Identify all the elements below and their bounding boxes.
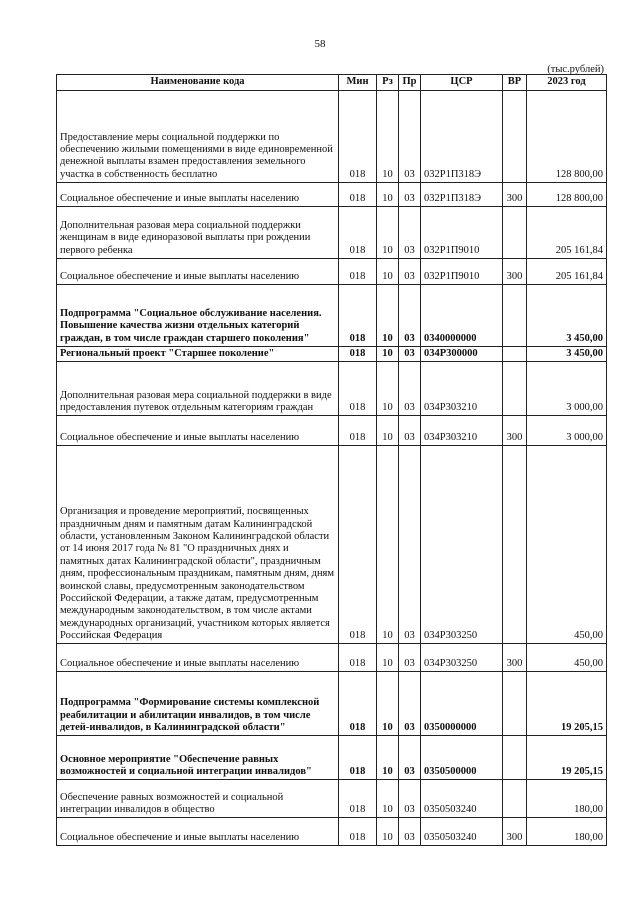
row-amount: 19 205,15 bbox=[527, 672, 607, 736]
row-name: Дополнительная разовая мера социальной поддержки женщинам в виде единоразовой выплаты при рождении первого ребенка bbox=[57, 207, 339, 259]
header-year: 2023 год bbox=[527, 75, 607, 91]
row-min: 018 bbox=[339, 285, 377, 347]
row-pr: 03 bbox=[399, 644, 421, 672]
table-row bbox=[57, 183, 607, 207]
row-rz: 10 bbox=[377, 736, 399, 780]
row-vr: 300 bbox=[503, 259, 527, 285]
row-name: Социальное обеспечение и иные выплаты населению bbox=[57, 416, 339, 446]
row-vr: 300 bbox=[503, 818, 527, 846]
table-row bbox=[57, 818, 607, 846]
table-row bbox=[57, 362, 607, 416]
row-name: Предоставление меры социальной поддержки по обеспечению жилыми помещениями в виде единовременной денежной выплаты взамен предоставления земельного участка в собственность бесплатно bbox=[57, 91, 339, 183]
row-rz: 10 bbox=[377, 347, 399, 362]
row-name: Дополнительная разовая мера социальной поддержки в виде предоставления путевок отдельным категориям граждан bbox=[57, 362, 339, 416]
row-rz: 10 bbox=[377, 416, 399, 446]
table-row bbox=[57, 416, 607, 446]
row-pr: 03 bbox=[399, 446, 421, 644]
row-csr: 0340000000 bbox=[421, 285, 503, 347]
row-min: 018 bbox=[339, 183, 377, 207]
row-csr: 034Р300000 bbox=[421, 347, 503, 362]
header-vr: ВР bbox=[503, 75, 527, 91]
header-pr: Пр bbox=[399, 75, 421, 91]
row-csr: 034Р303250 bbox=[421, 446, 503, 644]
row-pr: 03 bbox=[399, 347, 421, 362]
header-name: Наименование кода bbox=[57, 75, 339, 91]
row-vr bbox=[503, 446, 527, 644]
row-vr bbox=[503, 780, 527, 818]
row-min: 018 bbox=[339, 259, 377, 285]
row-amount: 128 800,00 bbox=[527, 183, 607, 207]
table-row bbox=[57, 644, 607, 672]
row-pr: 03 bbox=[399, 91, 421, 183]
table-row bbox=[57, 780, 607, 818]
table-row bbox=[57, 446, 607, 644]
row-csr: 034Р303210 bbox=[421, 416, 503, 446]
row-rz: 10 bbox=[377, 259, 399, 285]
row-csr: 032Р1П9010 bbox=[421, 259, 503, 285]
header-rz: Рз bbox=[377, 75, 399, 91]
row-rz: 10 bbox=[377, 672, 399, 736]
row-csr: 0350500000 bbox=[421, 736, 503, 780]
row-min: 018 bbox=[339, 736, 377, 780]
row-rz: 10 bbox=[377, 446, 399, 644]
row-vr bbox=[503, 285, 527, 347]
row-amount: 205 161,84 bbox=[527, 207, 607, 259]
row-vr: 300 bbox=[503, 183, 527, 207]
budget-table bbox=[56, 74, 607, 846]
row-pr: 03 bbox=[399, 285, 421, 347]
row-min: 018 bbox=[339, 347, 377, 362]
row-rz: 10 bbox=[377, 780, 399, 818]
row-rz: 10 bbox=[377, 183, 399, 207]
row-name: Социальное обеспечение и иные выплаты населению bbox=[57, 644, 339, 672]
row-csr: 0350503240 bbox=[421, 780, 503, 818]
row-name: Подпрограмма "Социальное обслуживание населения. Повышение качества жизни отдельных категорий граждан, в том числе граждан старшего поколения" bbox=[57, 285, 339, 347]
row-csr: 034Р303250 bbox=[421, 644, 503, 672]
row-pr: 03 bbox=[399, 362, 421, 416]
row-csr: 0350503240 bbox=[421, 818, 503, 846]
row-min: 018 bbox=[339, 446, 377, 644]
row-name: Обеспечение равных возможностей и социальной интеграции инвалидов в общество bbox=[57, 780, 339, 818]
table-header-row bbox=[57, 75, 607, 91]
row-csr: 034Р303210 bbox=[421, 362, 503, 416]
table-row bbox=[57, 259, 607, 285]
row-min: 018 bbox=[339, 207, 377, 259]
row-amount: 3 000,00 bbox=[527, 416, 607, 446]
row-pr: 03 bbox=[399, 183, 421, 207]
row-amount: 450,00 bbox=[527, 446, 607, 644]
row-pr: 03 bbox=[399, 416, 421, 446]
row-min: 018 bbox=[339, 818, 377, 846]
table-row-regional-project bbox=[57, 347, 607, 362]
row-name: Организация и проведение мероприятий, посвященных праздничным дням и памятным датам Калининградской области, установленным Законом Калининградской области от 14 июня 2017 года № 81 "О праздничных днях и памятных датах Калининградской области", праздничным дням, профессиональным праздникам, памятным дням, дням воинской славы, предусмотренным законодательством Российской Федерации, а также датам, предусмотренным международным законодательством, в том числе актами международных организаций, участником которых является Российская Федерация bbox=[57, 446, 339, 644]
row-amount: 128 800,00 bbox=[527, 91, 607, 183]
row-amount: 19 205,15 bbox=[527, 736, 607, 780]
row-pr: 03 bbox=[399, 672, 421, 736]
row-vr bbox=[503, 672, 527, 736]
row-amount: 205 161,84 bbox=[527, 259, 607, 285]
row-min: 018 bbox=[339, 780, 377, 818]
row-vr: 300 bbox=[503, 416, 527, 446]
row-csr: 032Р1П9010 bbox=[421, 207, 503, 259]
row-pr: 03 bbox=[399, 259, 421, 285]
table-row-main-activity bbox=[57, 736, 607, 780]
row-vr: 300 bbox=[503, 644, 527, 672]
row-amount: 3 450,00 bbox=[527, 347, 607, 362]
row-rz: 10 bbox=[377, 285, 399, 347]
table-row bbox=[57, 91, 607, 183]
row-rz: 10 bbox=[377, 91, 399, 183]
row-amount: 180,00 bbox=[527, 818, 607, 846]
row-name: Социальное обеспечение и иные выплаты населению bbox=[57, 818, 339, 846]
row-amount: 180,00 bbox=[527, 780, 607, 818]
row-amount: 450,00 bbox=[527, 644, 607, 672]
row-rz: 10 bbox=[377, 207, 399, 259]
row-vr bbox=[503, 207, 527, 259]
row-min: 018 bbox=[339, 672, 377, 736]
row-pr: 03 bbox=[399, 736, 421, 780]
row-vr bbox=[503, 91, 527, 183]
row-rz: 10 bbox=[377, 818, 399, 846]
header-csr: ЦСР bbox=[421, 75, 503, 91]
row-name: Основное мероприятие "Обеспечение равных возможностей и социальной интеграции инвалидов" bbox=[57, 736, 339, 780]
table-row-subprogram bbox=[57, 672, 607, 736]
row-pr: 03 bbox=[399, 207, 421, 259]
row-vr bbox=[503, 362, 527, 416]
row-pr: 03 bbox=[399, 780, 421, 818]
row-csr: 032Р1П318Э bbox=[421, 91, 503, 183]
row-vr bbox=[503, 347, 527, 362]
row-min: 018 bbox=[339, 362, 377, 416]
table-row-subprogram bbox=[57, 285, 607, 347]
row-amount: 3 450,00 bbox=[527, 285, 607, 347]
row-vr bbox=[503, 736, 527, 780]
page-number: 58 bbox=[314, 38, 326, 50]
row-amount: 3 000,00 bbox=[527, 362, 607, 416]
row-csr: 032Р1П318Э bbox=[421, 183, 503, 207]
row-name: Социальное обеспечение и иные выплаты населению bbox=[57, 259, 339, 285]
row-name: Региональный проект "Старшее поколение" bbox=[57, 347, 339, 362]
row-csr: 0350000000 bbox=[421, 672, 503, 736]
row-pr: 03 bbox=[399, 818, 421, 846]
units-label: (тыс.рублей) bbox=[547, 64, 604, 75]
row-name: Подпрограмма "Формирование системы комплексной реабилитации и абилитации инвалидов, в том числе детей-инвалидов, в Калининградской области" bbox=[57, 672, 339, 736]
header-min: Мин bbox=[339, 75, 377, 91]
row-min: 018 bbox=[339, 416, 377, 446]
row-rz: 10 bbox=[377, 362, 399, 416]
row-name: Социальное обеспечение и иные выплаты населению bbox=[57, 183, 339, 207]
table-row bbox=[57, 207, 607, 259]
row-min: 018 bbox=[339, 91, 377, 183]
row-rz: 10 bbox=[377, 644, 399, 672]
row-min: 018 bbox=[339, 644, 377, 672]
